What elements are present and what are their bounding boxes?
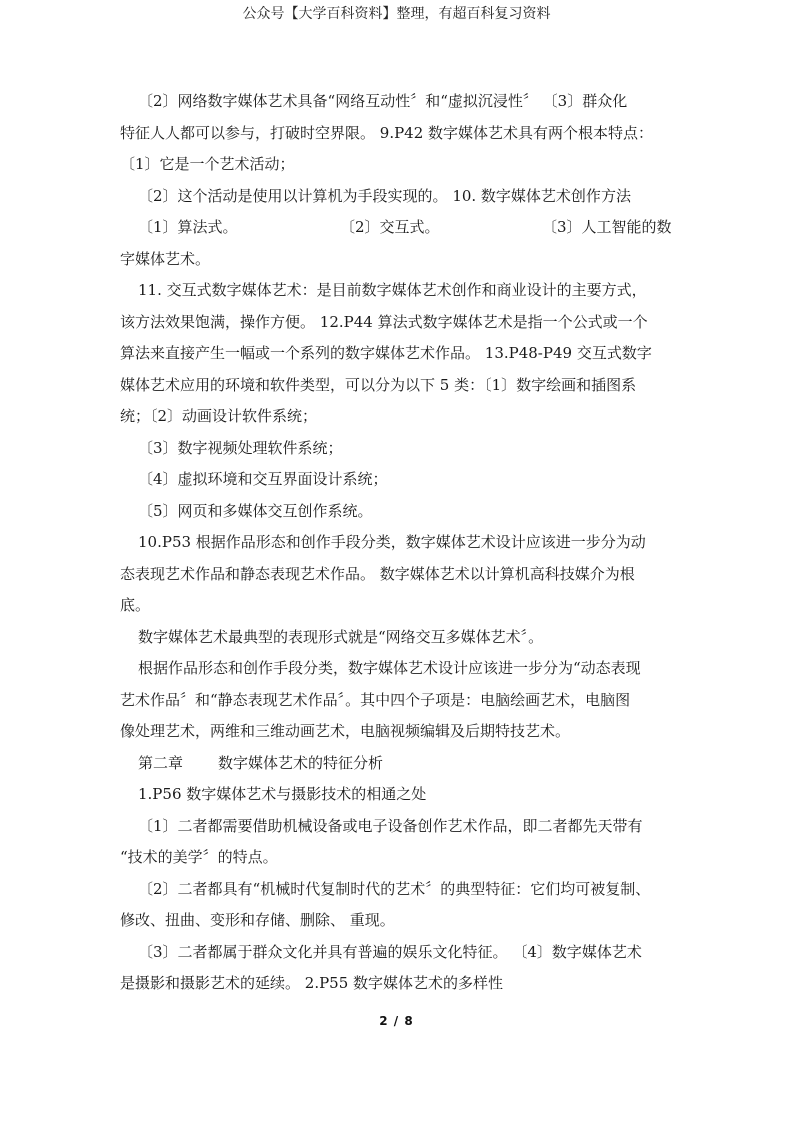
chapter-title: 数字媒体艺术的特征分析 <box>218 753 384 772</box>
text-line: 特征人人都可以参与，打破时空界限。 9.P42 数字媒体艺术具有两个根本特点： <box>120 123 654 142</box>
text-line: 〔3〕数字视频处理软件系统； <box>138 438 343 457</box>
method-ai: 〔3〕人工智能的数 <box>542 218 672 236</box>
method-algorithmic: 〔1〕算法式。 <box>138 218 238 236</box>
document-body <box>120 86 680 1000</box>
text-line: 〔2〕这个活动是使用以计算机为手段实现的。 10. 数字媒体艺术创作方法 <box>138 186 631 205</box>
text-line: 统；〔2〕动画设计软件系统； <box>120 407 318 425</box>
text-line: 〔5〕网页和多媒体交互创作系统。 <box>138 501 373 520</box>
text-line: 10.P53 根据作品形态和创作手段分类，数字媒体艺术设计应该进一步分为动 <box>138 533 646 551</box>
text-line: 算法来直接产生一幅或一个系列的数字媒体艺术作品。 13.P48-P49 交互式数字 <box>120 344 652 362</box>
text-line: 态表现艺术作品和静态表现艺术作品。 数字媒体艺术以计算机高科技媒介为根 <box>120 564 635 583</box>
text-line: 〔1〕二者都需要借助机械设备或电子设备创作艺术作品，即二者都先天带有 <box>138 816 643 835</box>
text-line: 是摄影和摄影艺术的延续。 2.P55 数字媒体艺术的多样性 <box>120 974 504 992</box>
text-line: 〔3〕二者都属于群众文化并具有普遍的娱乐文化特征。 〔4〕数字媒体艺术 <box>138 942 642 961</box>
text-line: 11. 交互式数字媒体艺术：是目前数字媒体艺术创作和商业设计的主要方式， <box>138 281 647 299</box>
chapter-number: 第二章 <box>138 753 184 772</box>
text-line: 〔4〕虚拟环境和交互界面设计系统； <box>138 470 388 488</box>
page-number: 2 / 8 <box>379 1014 414 1028</box>
page-header: 公众号【大学百科资料】整理，有超百科复习资料 <box>242 6 551 22</box>
text-line: “技术的美学〞的特点。 <box>120 848 278 866</box>
text-line: 底。 <box>120 596 151 614</box>
text-line: 修改、扭曲、变形和存储、删除、 重现。 <box>120 911 395 929</box>
text-line: 像处理艺术，两维和三维动画艺术，电脑视频编辑及后期特技艺术。 <box>120 722 571 740</box>
text-line: 〔2〕二者都具有“机械时代复制时代的艺术〞的典型特征：它们均可被复制、 <box>138 879 651 898</box>
text-line: 艺术作品〞和“静态表现艺术作品〞。其中四个子项是：电脑绘画艺术，电脑图 <box>120 690 631 709</box>
text-line: 〔1〕它是一个艺术活动； <box>120 155 295 173</box>
text-line: 〔2〕网络数字媒体艺术具备“网络互动性〞和“虚拟沉浸性〞 〔3〕群众化 <box>138 92 628 110</box>
method-interactive: 〔2〕交互式。 <box>340 218 440 236</box>
text-line: 该方法效果饱满，操作方便。 12.P44 算法式数字媒体艺术是指一个公式或一个 <box>120 312 648 331</box>
method-list-line <box>120 212 680 244</box>
text-line: 根据作品形态和创作手段分类，数字媒体艺术设计应该进一步分为“动态表现 <box>138 659 641 677</box>
text-line: 1.P56 数字媒体艺术与摄影技术的相通之处 <box>138 785 427 803</box>
text-line: 媒体艺术应用的环境和软件类型，可以分为以下 5 类：〔1〕数字绘画和插图系 <box>120 375 637 394</box>
text-line: 字媒体艺术。 <box>120 249 211 268</box>
chapter-heading <box>120 748 680 780</box>
text-line: 数字媒体艺术最典型的表现形式就是“网络交互多媒体艺术〞。 <box>138 627 544 646</box>
